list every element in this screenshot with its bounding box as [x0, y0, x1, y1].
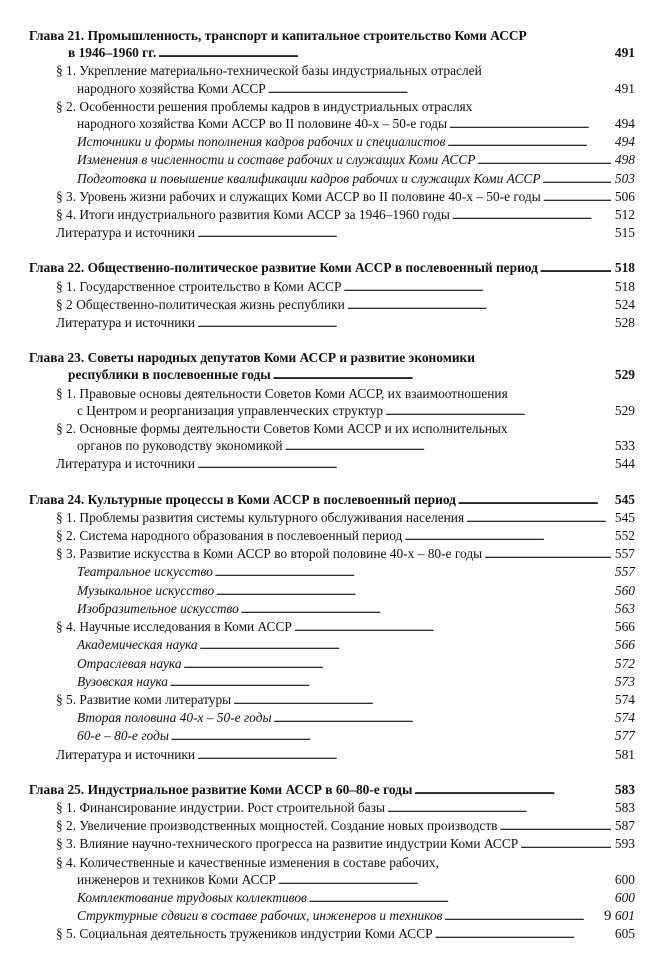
toc-entry-page: 524	[614, 296, 635, 312]
toc-chapter	[29, 27, 635, 242]
toc-entry	[29, 600, 635, 618]
toc-entry-title: республики в послевоенные годы	[68, 367, 271, 383]
toc-entry-page: 601	[614, 908, 635, 924]
dot-leader	[184, 655, 611, 673]
toc-entry	[29, 835, 635, 853]
toc-entry-title: § 1. Правовые основы деятельности Советов Коми АССР, их взаимоотношения	[56, 385, 508, 401]
toc-entry	[29, 44, 635, 62]
toc-entry-page: 512	[614, 207, 635, 223]
toc-entry-page: 563	[614, 600, 635, 616]
dot-leader	[343, 278, 611, 296]
toc-entry-title: Академическая наука	[77, 637, 198, 653]
dot-leader	[197, 224, 611, 242]
toc-chapter	[29, 781, 635, 944]
toc-entry-title: § 2. Увеличение производственных мощностей. Создание новых производств	[56, 818, 498, 834]
toc-entry-title: Театральное искусство	[77, 564, 213, 580]
toc-entry	[29, 115, 635, 133]
dot-leader	[171, 727, 611, 745]
toc-entry-page: 593	[614, 836, 635, 852]
toc-entry-title: § 4. Научные исследования в Коми АССР	[56, 619, 292, 635]
toc-entry	[29, 709, 635, 727]
toc-entry-title: § 1. Государственное строительство в Коми АССР	[56, 278, 342, 294]
toc-entry-page: 529	[614, 367, 635, 383]
toc-entry-page: 572	[614, 655, 635, 671]
toc-entry-page: 574	[614, 710, 635, 726]
toc-entry-page: 581	[614, 746, 635, 762]
toc-entry-page: 506	[614, 188, 635, 204]
dot-leader	[477, 151, 611, 169]
dot-leader	[543, 170, 612, 188]
dot-leader	[444, 907, 611, 925]
toc-entry	[29, 133, 635, 151]
toc-entry	[29, 527, 635, 545]
toc-entry	[29, 817, 635, 835]
dot-leader	[294, 618, 611, 636]
dot-leader	[197, 455, 611, 473]
dot-leader	[387, 799, 611, 817]
page-number: 9	[604, 908, 612, 924]
toc-entry	[29, 206, 635, 224]
toc-entry-title: народного хозяйства Коми АССР	[77, 80, 266, 96]
toc-entry	[29, 563, 635, 581]
toc-entry	[29, 889, 635, 907]
toc-entry-page: 583	[614, 799, 635, 815]
dot-leader	[273, 366, 611, 384]
toc-entry-page: 577	[614, 728, 635, 744]
toc-entry-title: § 4. Итоги индустриального развития Коми АССР за 1946–1960 годы	[56, 207, 450, 223]
toc-entry-page: 503	[614, 170, 635, 186]
dot-leader	[268, 80, 611, 98]
toc-entry	[29, 925, 635, 943]
toc-entry	[29, 314, 635, 332]
toc-entry-title: Литература и источники	[56, 746, 196, 762]
toc-entry	[29, 636, 635, 654]
toc-entry-page: 557	[614, 564, 635, 580]
toc-entry-title: народного хозяйства Коми АССР во II половине 40-х – 50-е годы	[77, 116, 447, 132]
toc-entry-page: 498	[614, 152, 635, 168]
toc-entry-title: § 3. Влияние научно-технического прогресса на развитие индустрии Коми АССР	[56, 836, 519, 852]
toc-entry	[29, 80, 635, 98]
toc-entry-page: 533	[614, 438, 635, 454]
toc-entry-title: Вторая половина 40-х – 50-е годы	[77, 710, 272, 726]
dot-leader	[347, 296, 611, 314]
toc-entry-page: 545	[614, 509, 635, 525]
toc-entry-page: 574	[614, 691, 635, 707]
toc-entry-title: инженеров и техников Коми АССР	[77, 871, 276, 887]
dot-leader	[200, 636, 611, 654]
toc-entry-page: 515	[614, 225, 635, 241]
toc-entry-title: § 1. Укрепление материально-технической базы индустриальных отраслей	[56, 63, 482, 79]
table-of-contents	[29, 27, 635, 961]
dot-leader	[543, 188, 611, 206]
toc-entry-page: 600	[614, 871, 635, 887]
toc-entry	[29, 259, 635, 277]
toc-entry-page: 583	[614, 781, 635, 797]
toc-entry-title: Глава 22. Общественно-политическое развитие Коми АССР в послевоенный период	[29, 260, 538, 276]
toc-entry	[29, 582, 635, 600]
toc-entry-page: 491	[614, 45, 635, 61]
toc-entry-page: 544	[614, 456, 635, 472]
dot-leader	[540, 259, 611, 277]
toc-chapter	[29, 491, 635, 764]
dot-leader	[158, 44, 611, 62]
dot-leader	[170, 673, 611, 691]
dot-leader	[216, 582, 611, 600]
toc-entry	[29, 871, 635, 889]
toc-entry	[29, 437, 635, 455]
toc-entry-page: 566	[614, 619, 635, 635]
dot-leader	[274, 709, 611, 727]
toc-entry	[29, 402, 635, 420]
toc-entry-page: 557	[614, 546, 635, 562]
toc-entry-title: Литература и источники	[56, 456, 196, 472]
toc-entry	[29, 799, 635, 817]
toc-entry-title: § 3. Уровень жизни рабочих и служащих Коми АССР во II половине 40-х – 50-е годы	[56, 188, 541, 204]
toc-entry	[29, 296, 635, 314]
dot-leader	[500, 817, 612, 835]
toc-entry	[29, 455, 635, 473]
toc-entry-page: 529	[614, 402, 635, 418]
toc-entry-title: Отраслевая наука	[77, 655, 182, 671]
toc-entry-title: Глава 23. Советы народных депутатов Коми АССР и развитие экономики	[29, 350, 475, 366]
toc-entry-title: Комплектование трудовых коллективов	[77, 889, 307, 905]
dot-leader	[449, 115, 611, 133]
toc-entry-page: 600	[614, 889, 635, 905]
dot-leader	[241, 600, 611, 618]
dot-leader	[414, 781, 611, 799]
toc-entry-page: 528	[614, 315, 635, 331]
toc-entry-page: 587	[614, 818, 635, 834]
toc-entry-title: § 5. Социальная деятельность тружеников индустрии Коми АССР	[56, 926, 433, 942]
toc-entry-title: § 2. Особенности решения проблемы кадров в индустриальных отраслях	[56, 98, 473, 114]
toc-entry-title: Вузовская наука	[77, 673, 169, 689]
dot-leader	[520, 835, 611, 853]
toc-entry	[29, 673, 635, 691]
dot-leader	[404, 527, 611, 545]
toc-entry-title: Литература и источники	[56, 225, 196, 241]
toc-entry-title: § 4. Количественные и качественные изменения в составе рабочих,	[56, 854, 439, 870]
toc-entry	[29, 618, 635, 636]
dot-leader	[285, 437, 611, 455]
dot-leader	[215, 563, 611, 581]
dot-leader	[452, 206, 611, 224]
toc-entry	[29, 781, 635, 799]
toc-entry	[29, 188, 635, 206]
toc-entry-title: Литература и источники	[56, 315, 196, 331]
toc-entry-page: 494	[614, 134, 635, 150]
toc-entry-page: 560	[614, 582, 635, 598]
toc-entry-title: в 1946–1960 гг.	[68, 45, 157, 61]
toc-entry	[29, 746, 635, 764]
toc-entry-title: § 2. Основные формы деятельности Советов Коми АССР и их исполнительных	[56, 421, 508, 437]
toc-entry-title: Подготовка и повышение квалификации кадров рабочих и служащих Коми АССР	[77, 170, 541, 186]
dot-leader	[385, 402, 611, 420]
toc-entry-page: 494	[614, 116, 635, 132]
toc-entry	[29, 691, 635, 709]
toc-entry	[29, 727, 635, 745]
toc-entry-title: § 2 Общественно-политическая жизнь республики	[56, 296, 345, 312]
toc-entry-title: Структурные сдвиги в составе рабочих, инженеров и техников	[77, 908, 443, 924]
toc-entry-title: 60-е – 80-е годы	[77, 728, 169, 744]
toc-entry	[29, 545, 635, 563]
toc-entry	[29, 509, 635, 527]
toc-entry-title: Музыкальное искусство	[77, 582, 215, 598]
toc-entry-title: с Центром и реорганизация управленческих структур	[77, 402, 384, 418]
toc-entry-title: § 1. Проблемы развития системы культурного обслуживания населения	[56, 509, 465, 525]
dot-leader	[278, 871, 611, 889]
toc-entry-page: 566	[614, 637, 635, 653]
dot-leader	[458, 491, 611, 509]
toc-entry-page: 552	[614, 528, 635, 544]
toc-chapter	[29, 259, 635, 332]
dot-leader	[197, 314, 611, 332]
dot-leader	[448, 133, 612, 151]
toc-entry	[29, 278, 635, 296]
toc-chapter	[29, 349, 635, 473]
toc-entry-title: Глава 25. Индустриальное развитие Коми АССР в 60–80-е годы	[29, 781, 413, 797]
toc-entry-title: Источники и формы пополнения кадров рабочих и специалистов	[77, 134, 446, 150]
toc-entry-title: Глава 24. Культурные процессы в Коми АССР в послевоенный период	[29, 491, 456, 507]
toc-entry	[29, 907, 635, 925]
toc-entry-page: 605	[614, 926, 635, 942]
toc-entry	[29, 366, 635, 384]
toc-entry	[29, 151, 635, 169]
toc-entry	[29, 224, 635, 242]
dot-leader	[233, 691, 611, 709]
toc-entry-title: органов по руководству экономикой	[77, 438, 283, 454]
toc-entry-title: § 1. Финансирование индустрии. Рост строительной базы	[56, 799, 385, 815]
dot-leader	[309, 889, 611, 907]
dot-leader	[435, 925, 611, 943]
toc-entry	[29, 170, 635, 188]
dot-leader	[197, 746, 611, 764]
toc-entry-title: Глава 21. Промышленность, транспорт и капитальное строительство Коми АССР	[29, 28, 527, 43]
toc-entry-page: 518	[614, 260, 635, 276]
toc-entry-page: 545	[614, 491, 635, 507]
toc-entry-page: 491	[614, 80, 635, 96]
dot-leader	[484, 545, 611, 563]
toc-entry-title: Изобразительное искусство	[77, 600, 239, 616]
toc-entry	[29, 491, 635, 509]
toc-entry-title: Изменения в численности и составе рабочих и служащих Коми АССР	[77, 152, 476, 168]
toc-entry-page: 518	[614, 278, 635, 294]
toc-entry-title: § 5. Развитие коми литературы	[56, 691, 232, 707]
toc-entry-title: § 2. Система народного образования в послевоенный период	[56, 528, 403, 544]
toc-entry	[29, 655, 635, 673]
dot-leader	[466, 509, 611, 527]
toc-entry-page: 573	[614, 673, 635, 689]
toc-entry-title: § 3. Развитие искусства в Коми АССР во второй половине 40-х – 80-е годы	[56, 546, 483, 562]
